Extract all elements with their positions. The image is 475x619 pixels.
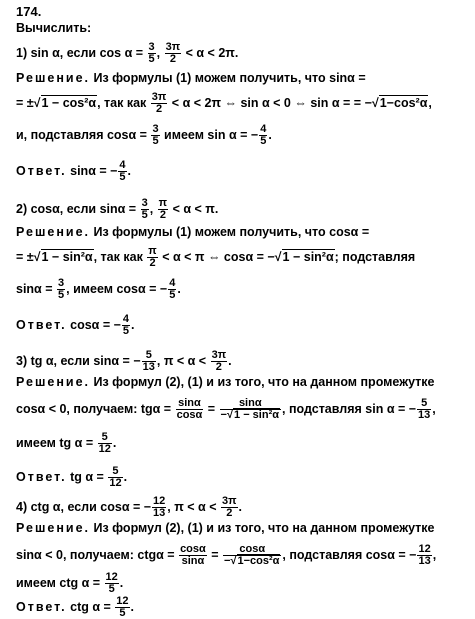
part4-answer: Ответ. ctg α = $\frac{12}{5}$ . [16,595,135,619]
part3-statement: 3) tg α, если sinα = − $\frac{5}{13}$ , π < α < $\frac{3\pi}{2}$ . [16,349,232,373]
part3-solution-line1: Решение. Из формул (2), (1) и из того, что на данном промежутке [16,375,435,389]
problem-number: 174. [16,4,42,19]
part2-solution-line1: Решение. Из формулы (1) можем получить, что cosα = [16,225,370,239]
part1-solution-line3: и, подставляя cosα = $\frac{3}{5}$ имеем sin α = − $\frac{4}{5}$ . [16,123,272,147]
part2-solution-line3: sinα = $\frac{3}{5}$ , имеем cosα = − $\frac{4}{5}$ . [16,277,181,301]
part4-statement: 4) ctg α, если cosα = − $\frac{12}{13}$ , π < α < $\frac{3\pi}{2}$ . [16,495,243,519]
part4-solution-line1: Решение. Из формул (2), (1) и из того, что на данном промежутке [16,521,435,535]
part2-statement: 2) cosα, если sinα = $\frac{3}{5}$ , $\frac{\pi}{2}$ < α < π. [16,197,219,221]
part4-solution-line2: sinα < 0, получаем: ctgα = $\frac{\cos\alpha}{\sin\alpha}$ = $\frac{\cos\alpha}{\text{−√1−cos²α}}$ , подставляя cosα = − $\frac{12}{13}$ , [16,543,437,567]
part1-solution-line1: Решение. Из формулы (1) можем получить, что sinα = [16,71,366,85]
problem-heading: Вычислить: [16,21,92,35]
part4-solution-line3: имеем ctg α = $\frac{12}{5}$ . [16,571,124,595]
part1-answer: Ответ. sinα = − $\frac{4}{5}$ . [16,159,132,183]
part3-solution-line3: имеем tg α = $\frac{5}{12}$ . [16,431,117,455]
part3-solution-line2: cosα < 0, получаем: tgα = $\frac{\sin\alpha}{\cos\alpha}$ = $\frac{\sin\alpha}{\text{−√1 − sin²α}}$ , подставляя sin α = − $\frac{5}{13}$ , [16,397,436,421]
part1-statement: 1) sin α, если cos α = $\frac{3}{5}$ , $\frac{3\pi}{2}$ < α < 2π. [16,41,239,65]
part2-solution-line2: = ±√1 − sin²α, так как $\frac{\pi}{2}$ < α < π ⇔ cosα = −√1 − sin²α; подставляя [16,245,416,269]
part3-answer: Ответ. tg α = $\frac{5}{12}$ . [16,465,128,489]
part1-solution-line2: = ±√1 − cos²α, так как $\frac{3\pi}{2}$ < α < 2π ⇔ sin α < 0 ⇔ sin α = = −√1−cos²α, [16,91,432,115]
part2-answer: Ответ. cosα = − $\frac{4}{5}$ . [16,313,135,337]
